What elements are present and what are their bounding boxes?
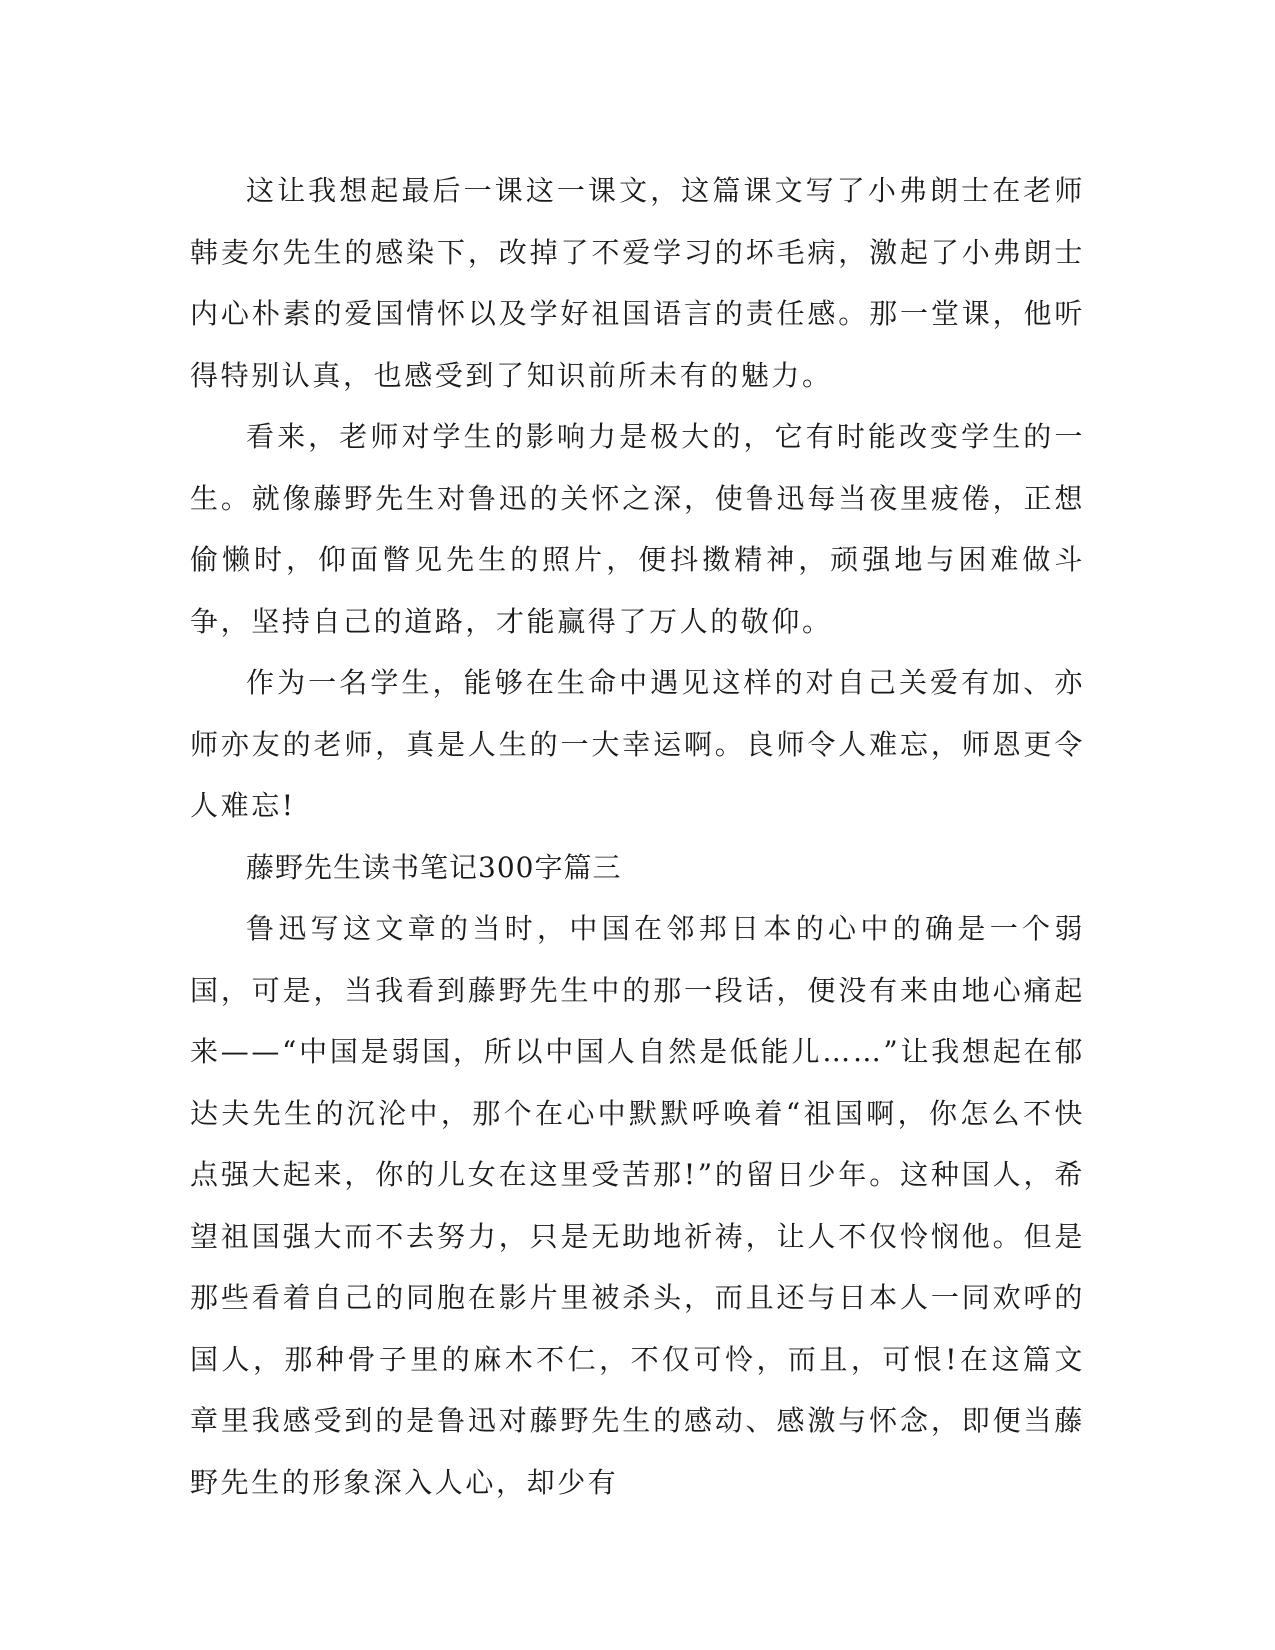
paragraph-last-lesson: 这让我想起最后一课这一课文，这篇课文写了小弗朗士在老师韩麦尔先生的感染下，改掉了不爱学习的坏毛病，激起了小弗朗士内心朴素的爱国情怀以及学好祖国语言的责任感。那一堂课，他听得特别认真，也感受到了知识前所未有的魅力。: [190, 174, 1085, 392]
paragraph-lu-xun-essay: 鲁迅写这文章的当时，中国在邻邦日本的心中的确是一个弱国，可是，当我看到藤野先生中的那一段话，便没有来由地心痛起来——“中国是弱国，所以中国人自然是低能儿……”让我想起在郁达夫先生的沉沦中，那个在心中默默呼唤着“祖国啊，你怎么不快点强大起来，你的儿女在这里受苦那!”的留日少年。这种国人，希望祖国强大而不去努力，只是无助地祈祷，让人不仅怜悯他。但是那些看着自己的同胞在影片里被杀头，而且还与日本人一同欢呼的国人，那种骨子里的麻木不仁，不仅可怜，而且，可恨!在这篇文章里我感受到的是鲁迅对藤野先生的感动、感激与怀念，即便当藤野先生的形象深入人心，却少有: [190, 912, 1085, 1499]
paragraph-good-teacher: 作为一名学生，能够在生命中遇见这样的对自己关爱有加、亦师亦友的老师，真是人生的一大幸运啊。良师令人难忘，师恩更令人难忘!: [190, 666, 1085, 822]
paragraph-teacher-influence: 看来，老师对学生的影响力是极大的，它有时能改变学生的一生。就像藤野先生对鲁迅的关怀之深，使鲁迅每当夜里疲倦，正想偷懒时，仰面瞥见先生的照片，便抖擞精神，顽强地与困难做斗争，坚持自己的道路，才能赢得了万人的敬仰。: [190, 420, 1085, 638]
document-body: [190, 160, 1085, 1513]
section-heading: 藤野先生读书笔记300字篇三: [246, 850, 622, 884]
